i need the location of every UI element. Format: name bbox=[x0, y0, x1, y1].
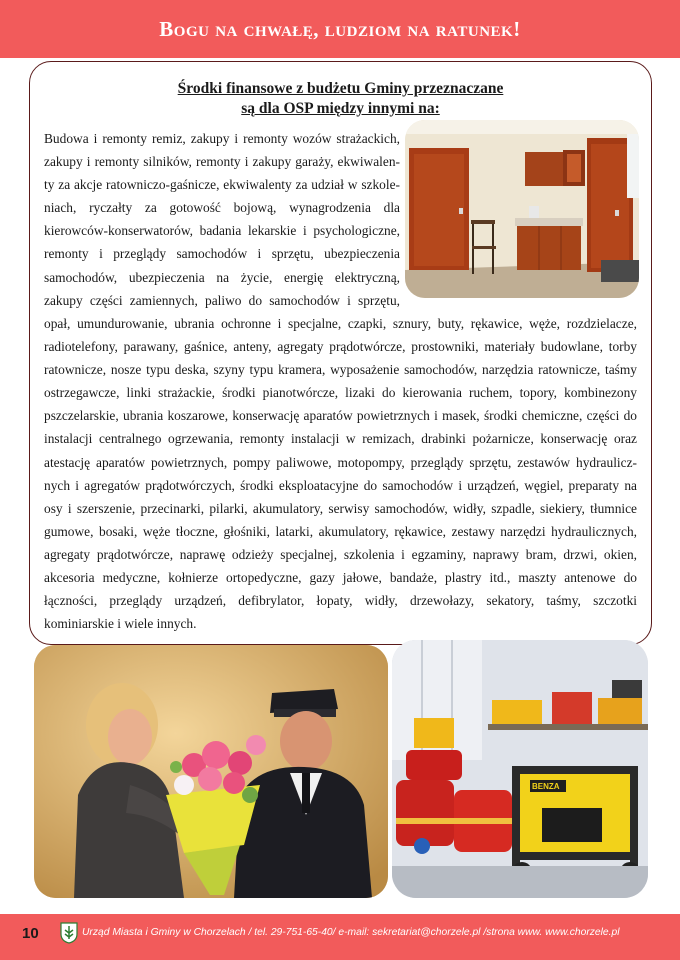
text-line: akcesoria medyczne, kołnierze ortopedyczne, gazy jałowe, bandaże, plastry itd., maszty antenowe do bbox=[44, 570, 637, 586]
footer-contact-text: Urząd Miasta i Gminy w Chorzelach / tel. 29-751-65-40/ e-mail: sekretariat@chorzele.pl /strona www. www.chorzele.pl bbox=[82, 927, 620, 938]
text-line: pszczelarskie, ubrania koszarowe, konserwację aparatów powietrznych i masek, środki chemiczne, części do bbox=[44, 408, 637, 424]
text-line: kierowców-konserwatorów, badania lekarskie i psychologiczne, bbox=[44, 223, 400, 239]
text-line: kominiarskie i wiele innych. bbox=[44, 616, 197, 632]
kitchen-room-photo bbox=[405, 120, 639, 298]
page-number: 10 bbox=[22, 925, 39, 942]
article-title-line-1: Środki finansowe z budżetu Gminy przeznaczane bbox=[177, 80, 504, 97]
header-band bbox=[0, 0, 680, 58]
text-line: gumowe, bosaki, węże tłoczne, głośniki, latarki, akumulatory, rękawice, zestawy narzędzi hydraulicznych, bbox=[44, 523, 637, 539]
flowers-ceremony-illustration bbox=[34, 645, 388, 898]
text-line: łączności, przeglądy urządzeń, defibrylator, łopaty, widły, drzewołazy, sekatory, taśmy, szczotki bbox=[44, 593, 637, 609]
text-line: nych i agregatów prądotwórczych, środki eksploatacyjne do samochodów i urządzeń, węgiel, preparaty na bbox=[44, 477, 637, 493]
text-line: zakupy części zamiennych, paliwo do samochodów i sprzętu, bbox=[44, 292, 400, 308]
kitchen-room-illustration bbox=[405, 120, 639, 298]
text-line: niach, ryczałty za gotowość bojową, wynagrodzenia dla bbox=[44, 200, 400, 216]
text-line: osy i szerszenie, przecinarki, pilarki, akumulatory, serwisy samochodów, widły, szpadle, siekiery, tłumnice bbox=[44, 500, 637, 516]
text-line: ty za akcje ratowniczo-gaśnicze, ekwiwalenty za udział w szkole- bbox=[44, 177, 400, 193]
text-line: zakupy i remonty silników, remonty i zakupy garaży, ekwiwalen- bbox=[44, 154, 400, 170]
text-line: opał, umundurowanie, ubrania ochronne i specjalne, czapki, sznury, buty, rękawice, węże, rozdzielacze, bbox=[44, 316, 637, 331]
equipment-illustration bbox=[392, 640, 648, 898]
text-line: remonty i przeglądy samochodów i sprzętu, ubezpieczenia bbox=[44, 246, 400, 262]
equipment-photo bbox=[392, 640, 648, 898]
text-line: agregaty prądotwórcze, naprawę odzieży specjalnej, szkolenia i egzaminy, naprawy bram, drzwi, okien, bbox=[44, 546, 637, 562]
text-line: ostrzegawcze, linki strażackie, środki pianotwórcze, lizaki do kierowania ruchem, topory, kombinezony bbox=[44, 385, 637, 401]
article-title-line-2: są dla OSP między innymi na: bbox=[241, 100, 440, 117]
flowers-ceremony-photo bbox=[34, 645, 388, 898]
header-title: Bogu na chwałę, ludziom na ratunek! bbox=[159, 16, 521, 41]
article-text-beside-photo bbox=[44, 127, 400, 312]
text-line: radiotelefony, parawany, gaśnice, anteny, agregaty prądotwórcze, prostowniki, materiały budowlane, torby bbox=[44, 339, 637, 355]
town-crest-icon bbox=[60, 922, 78, 944]
text-line: ratownicze, nosze typu deska, szyny typu kramera, wyposażenie samochodów, narzędzia ratownicze, taśmy bbox=[44, 362, 637, 378]
text-line: instalacji centralnego ogrzewania, remonty instalacji w remizach, drabinki pożarnicze, konserwację oraz bbox=[44, 431, 637, 447]
article-text-full-width bbox=[44, 312, 637, 635]
article-title bbox=[29, 79, 652, 119]
text-line: atestację aparatów powietrznych, pompy paliwowe, motopompy, przeglądy sprzętu, zestawów hydraulicz- bbox=[44, 454, 637, 470]
text-line: Budowa i remonty remiz, zakupy i remonty wozów strażackich, bbox=[44, 131, 400, 146]
text-line: samochodów, ubezpieczenia na życie, energię elektryczną, bbox=[44, 269, 400, 285]
generator-brand-label: BENZA bbox=[532, 782, 560, 791]
